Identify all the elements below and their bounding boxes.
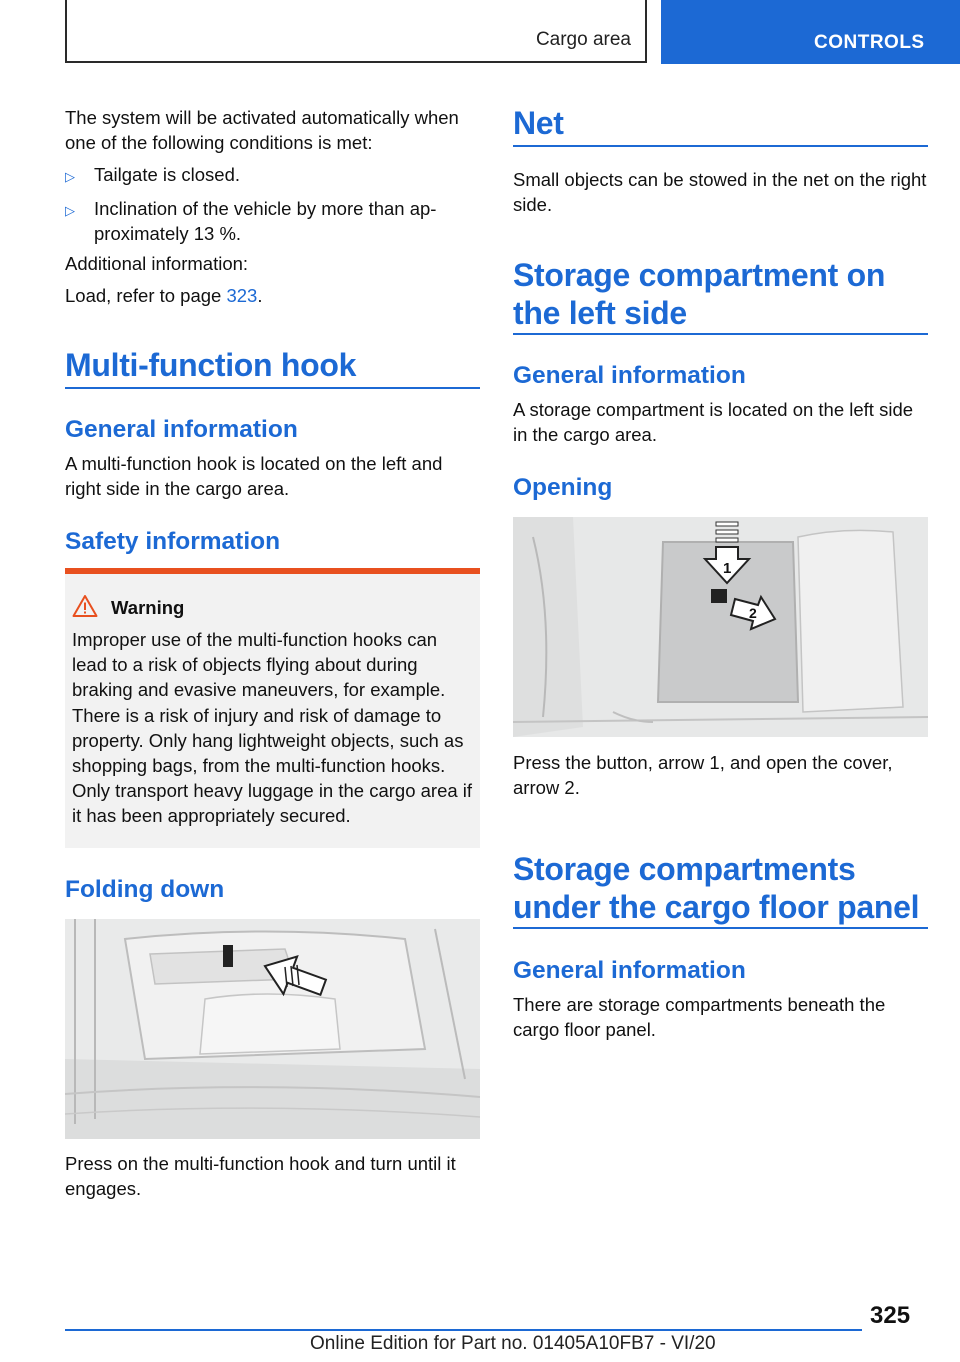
bullet-arrow-icon: ▷ bbox=[65, 169, 75, 184]
under-floor-text: There are storage compartments beneath the cargo floor panel. bbox=[513, 994, 886, 1040]
load-reference bbox=[65, 283, 263, 308]
list-item-text: Tailgate is closed. bbox=[94, 164, 241, 185]
header-chapter-tab[interactable] bbox=[661, 0, 960, 64]
bullet-arrow-icon: ▷ bbox=[65, 203, 75, 218]
list-item bbox=[65, 162, 480, 189]
load-reference-text: Load, refer to page bbox=[65, 285, 227, 306]
heading-rule bbox=[513, 333, 928, 335]
heading-storage-under-floor: Storage compartments under the cargo floor panel bbox=[513, 851, 920, 925]
load-reference-period: . bbox=[257, 285, 263, 306]
heading-safety-information: Safety information bbox=[65, 528, 281, 555]
storage-left-text: A storage compartment is located on the left side in the cargo area. bbox=[513, 399, 914, 445]
heading-multi-function-hook: Multi-function hook bbox=[65, 347, 357, 383]
heading-general-information: General information bbox=[513, 957, 746, 984]
page-number: 325 bbox=[870, 1302, 911, 1329]
intro-paragraph: The system will be activated automatically when one of the following conditions is met: bbox=[65, 107, 459, 153]
warning-triangle-icon bbox=[72, 594, 98, 618]
conditions-list bbox=[65, 162, 480, 246]
additional-info-label: Additional information: bbox=[65, 253, 249, 274]
general-information-text: A multi-function hook is located on the left and right side in the cargo area. bbox=[65, 453, 443, 499]
warning-bar bbox=[65, 568, 480, 574]
warning-title: Warning bbox=[111, 597, 185, 618]
heading-rule bbox=[65, 387, 480, 389]
heading-general-information: General information bbox=[513, 362, 746, 389]
folding-down-caption: Press on the multi-function hook and turn until it engages. bbox=[65, 1153, 456, 1199]
opening-caption: Press the button, arrow 1, and open the cover, arrow 2. bbox=[513, 752, 893, 798]
arrow-label-1: 1 bbox=[723, 560, 732, 577]
warning-text: Improper use of the multi-function hooks can lead to a risk of objects flying about during braking and evasive maneuvers, for example. There is a risk of injury and risk of damage to property. Only hang lightweight objects, such as shopping bags, from the multi-function hooks. Only transport heavy luggage in the cargo area if it has been appropriately secured. bbox=[72, 629, 473, 827]
footer-rule bbox=[65, 1329, 862, 1331]
heading-folding-down: Folding down bbox=[65, 876, 225, 903]
storage-cover-drawing bbox=[513, 517, 928, 737]
cargo-hook-drawing bbox=[65, 919, 480, 1139]
page-link[interactable]: 323 bbox=[226, 285, 258, 306]
heading-rule bbox=[513, 145, 928, 147]
header-chapter-label: CONTROLS bbox=[814, 32, 925, 53]
heading-rule bbox=[513, 927, 928, 929]
heading-opening: Opening bbox=[513, 474, 613, 501]
footer-edition: Online Edition for Part no. 01405A10FB7 - VI/20 bbox=[310, 1333, 716, 1354]
opening-illustration bbox=[513, 517, 928, 737]
arrow-label-2: 2 bbox=[749, 605, 757, 621]
list-item-text: Inclination of the vehicle by more than ap-proximately 13 %. bbox=[94, 198, 437, 244]
net-text: Small objects can be stowed in the net on the right side. bbox=[513, 169, 927, 215]
heading-storage-left: Storage compartment on the left side bbox=[513, 257, 886, 331]
header-section-box bbox=[65, 0, 647, 63]
header-section-title: Cargo area bbox=[535, 29, 631, 50]
heading-net: Net bbox=[513, 105, 564, 141]
heading-general-information: General information bbox=[65, 416, 298, 443]
folding-down-illustration bbox=[65, 919, 480, 1139]
list-item bbox=[65, 196, 480, 246]
